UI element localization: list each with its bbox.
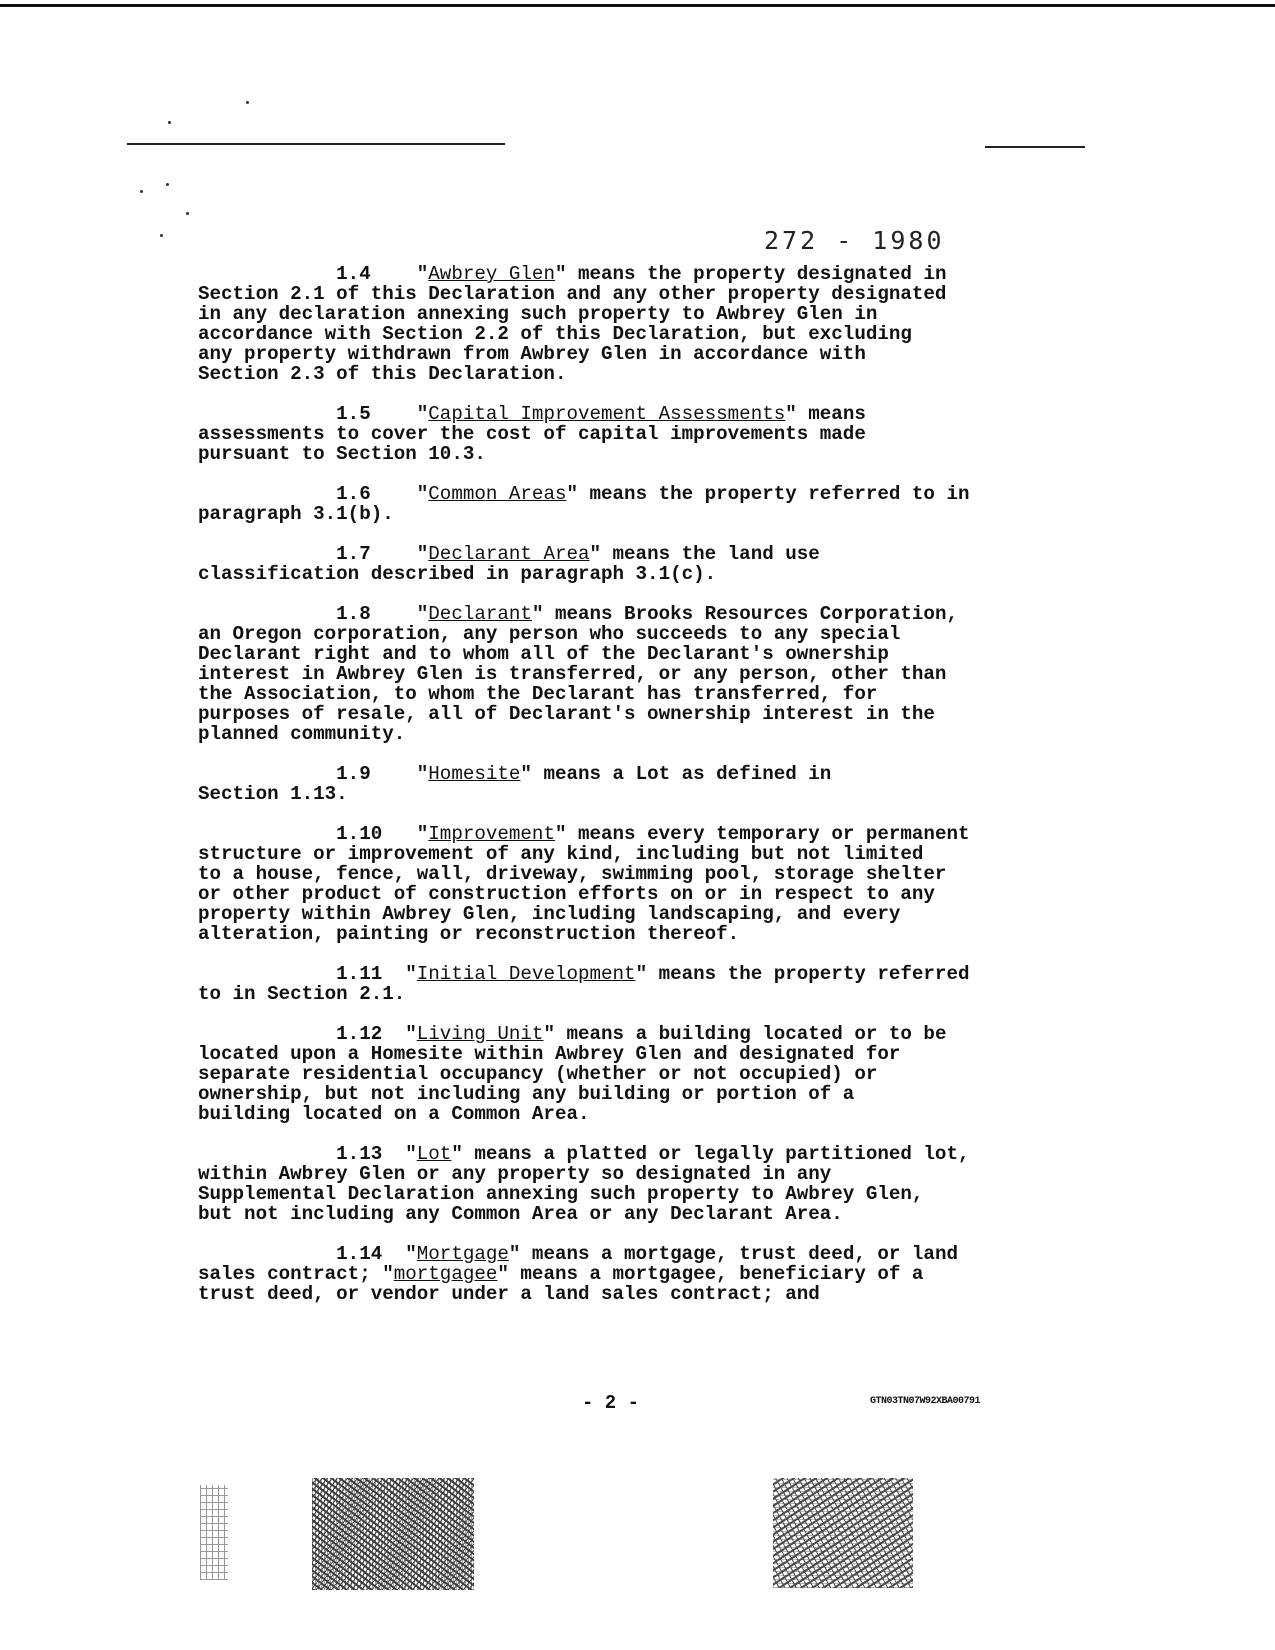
text-segment: " means a mortgage, trust deed, or land bbox=[508, 1243, 958, 1265]
text-segment: building located on a Common Area. bbox=[198, 1103, 590, 1125]
header-rule-left bbox=[127, 143, 505, 145]
text-segment: " means the property designated in bbox=[554, 263, 947, 285]
text-segment: 1.5 " bbox=[198, 403, 429, 425]
text-segment: " means a Lot as defined in bbox=[520, 763, 832, 785]
text-segment: " means the land use bbox=[589, 543, 820, 565]
defined-term: Mortgage bbox=[416, 1243, 509, 1265]
text-segment: any property withdrawn from Awbrey Glen in accordance with bbox=[198, 343, 866, 365]
text-segment: in any declaration annexing such property to Awbrey Glen in bbox=[198, 303, 878, 325]
text-segment: 1.8 " bbox=[198, 603, 429, 625]
text-segment: " means a platted or legally partitioned lot, bbox=[451, 1143, 970, 1165]
text-line bbox=[198, 284, 1018, 304]
text-segment: 1.7 " bbox=[198, 543, 429, 565]
text-line bbox=[198, 1164, 1018, 1184]
text-line bbox=[198, 424, 1018, 444]
text-line bbox=[198, 904, 1018, 924]
defined-term: Initial Development bbox=[416, 963, 636, 985]
defined-term: Awbrey Glen bbox=[428, 263, 555, 285]
text-segment: " means a building located or to be bbox=[543, 1023, 947, 1045]
defined-term: Living Unit bbox=[416, 1023, 544, 1045]
text-line bbox=[198, 724, 1018, 744]
defined-term: Capital Improvement Assessments bbox=[428, 403, 786, 425]
text-line bbox=[198, 604, 1018, 624]
text-line bbox=[198, 684, 1018, 704]
text-segment: to in Section 2.1. bbox=[198, 983, 406, 1005]
text-segment: ownership, but not including any building or portion of a bbox=[198, 1083, 855, 1105]
defined-term: Improvement bbox=[428, 823, 555, 845]
defined-term: Declarant bbox=[428, 603, 532, 625]
text-line bbox=[198, 664, 1018, 684]
text-line bbox=[198, 344, 1018, 364]
text-line bbox=[198, 824, 1018, 844]
text-segment: separate residential occupancy (whether or not occupied) or bbox=[198, 1063, 878, 1085]
text-line bbox=[198, 1044, 1018, 1064]
text-line bbox=[198, 1284, 1018, 1304]
text-segment: 1.9 " bbox=[198, 763, 429, 785]
text-line bbox=[198, 564, 1018, 584]
definition-paragraph bbox=[198, 604, 1018, 744]
text-segment: interest in Awbrey Glen is transferred, or any person, other than bbox=[198, 663, 947, 685]
scan-speck bbox=[140, 190, 143, 193]
definition-paragraph bbox=[198, 544, 1018, 584]
text-line bbox=[198, 704, 1018, 724]
scan-speck bbox=[160, 234, 163, 237]
text-line bbox=[198, 1184, 1018, 1204]
text-segment: 1.14 " bbox=[198, 1243, 417, 1265]
text-segment: paragraph 3.1(b). bbox=[198, 503, 394, 525]
text-segment: " means bbox=[785, 403, 866, 425]
text-line bbox=[198, 404, 1018, 424]
text-line bbox=[198, 304, 1018, 324]
text-segment: Supplemental Declaration annexing such property to Awbrey Glen, bbox=[198, 1183, 924, 1205]
document-body bbox=[198, 264, 1018, 1324]
definition-paragraph bbox=[198, 824, 1018, 944]
text-segment: alteration, painting or reconstruction thereof. bbox=[198, 923, 740, 945]
text-segment: " means Brooks Resources Corporation, bbox=[531, 603, 958, 625]
text-line bbox=[198, 1104, 1018, 1124]
defined-term: Lot bbox=[416, 1143, 452, 1165]
text-line bbox=[198, 264, 1018, 284]
text-segment: 1.13 " bbox=[198, 1143, 417, 1165]
defined-term: Homesite bbox=[428, 763, 521, 785]
text-segment: planned community. bbox=[198, 723, 406, 745]
text-line bbox=[198, 1244, 1018, 1264]
scan-speck bbox=[166, 183, 169, 186]
scan-speck bbox=[246, 101, 249, 104]
definition-paragraph bbox=[198, 484, 1018, 524]
text-segment: to a house, fence, wall, driveway, swimming pool, storage shelter bbox=[198, 863, 947, 885]
text-line bbox=[198, 984, 1018, 1004]
text-line bbox=[198, 864, 1018, 884]
text-line bbox=[198, 1024, 1018, 1044]
text-segment: or other product of construction efforts on or in respect to any bbox=[198, 883, 935, 905]
text-segment: Declarant right and to whom all of the Declarant's ownership bbox=[198, 643, 889, 665]
scan-artifact-left bbox=[200, 1485, 228, 1580]
text-segment: trust deed, or vendor under a land sales contract; and bbox=[198, 1283, 820, 1305]
text-segment: 1.6 " bbox=[198, 483, 429, 505]
text-segment: 1.10 " bbox=[198, 823, 429, 845]
text-segment: Section 2.3 of this Declaration. bbox=[198, 363, 567, 385]
text-segment: " means the property referred to in bbox=[566, 483, 970, 505]
text-line bbox=[198, 784, 1018, 804]
defined-term: Declarant Area bbox=[428, 543, 590, 565]
text-segment: within Awbrey Glen or any property so designated in any bbox=[198, 1163, 832, 1185]
text-segment: purposes of resale, all of Declarant's ownership interest in the bbox=[198, 703, 935, 725]
page-number: - 2 - bbox=[582, 1392, 640, 1414]
text-segment: accordance with Section 2.2 of this Declaration, but excluding bbox=[198, 323, 912, 345]
text-segment: " means a mortgagee, beneficiary of a bbox=[497, 1263, 924, 1285]
text-segment: Section 1.13. bbox=[198, 783, 348, 805]
text-segment: structure or improvement of any kind, including but not limited bbox=[198, 843, 924, 865]
text-segment: sales contract; " bbox=[198, 1263, 394, 1285]
text-line bbox=[198, 364, 1018, 384]
text-segment: Section 2.1 of this Declaration and any other property designated bbox=[198, 283, 947, 305]
text-line bbox=[198, 1084, 1018, 1104]
scan-speck bbox=[186, 212, 189, 215]
text-line bbox=[198, 764, 1018, 784]
defined-term: Common Areas bbox=[428, 483, 567, 505]
text-segment: pursuant to Section 10.3. bbox=[198, 443, 486, 465]
text-segment: but not including any Common Area or any Declarant Area. bbox=[198, 1203, 843, 1225]
definition-paragraph bbox=[198, 264, 1018, 384]
top-border-line bbox=[0, 4, 1275, 7]
text-line bbox=[198, 624, 1018, 644]
text-line bbox=[198, 444, 1018, 464]
document-code: GTN03TN07W92XBA00791 bbox=[870, 1396, 981, 1407]
text-segment: 1.11 " bbox=[198, 963, 417, 985]
header-rule-right bbox=[985, 146, 1085, 148]
text-line bbox=[198, 644, 1018, 664]
text-line bbox=[198, 484, 1018, 504]
scan-artifact-right bbox=[773, 1478, 913, 1588]
text-line bbox=[198, 964, 1018, 984]
definition-paragraph bbox=[198, 1244, 1018, 1304]
definition-paragraph bbox=[198, 764, 1018, 804]
text-segment: classification described in paragraph 3.1(c). bbox=[198, 563, 717, 585]
text-line bbox=[198, 1064, 1018, 1084]
text-line bbox=[198, 544, 1018, 564]
text-line bbox=[198, 324, 1018, 344]
text-line bbox=[198, 844, 1018, 864]
text-line bbox=[198, 1144, 1018, 1164]
text-segment: 1.4 " bbox=[198, 263, 429, 285]
text-line bbox=[198, 1204, 1018, 1224]
defined-term: mortgagee bbox=[393, 1263, 498, 1285]
text-segment: " means every temporary or permanent bbox=[554, 823, 970, 845]
text-line bbox=[198, 504, 1018, 524]
definition-paragraph bbox=[198, 1144, 1018, 1224]
recording-stamp: 272 - 1980 bbox=[764, 226, 945, 255]
text-segment: an Oregon corporation, any person who succeeds to any special bbox=[198, 623, 901, 645]
text-line bbox=[198, 884, 1018, 904]
scan-speck bbox=[168, 121, 171, 124]
text-segment: 1.12 " bbox=[198, 1023, 417, 1045]
definition-paragraph bbox=[198, 404, 1018, 464]
text-segment: located upon a Homesite within Awbrey Glen and designated for bbox=[198, 1043, 901, 1065]
text-segment: property within Awbrey Glen, including landscaping, and every bbox=[198, 903, 901, 925]
definition-paragraph bbox=[198, 1024, 1018, 1124]
text-segment: " means the property referred bbox=[635, 963, 970, 985]
text-line bbox=[198, 924, 1018, 944]
text-segment: assessments to cover the cost of capital improvements made bbox=[198, 423, 866, 445]
text-line bbox=[198, 1264, 1018, 1284]
definition-paragraph bbox=[198, 964, 1018, 1004]
text-segment: the Association, to whom the Declarant has transferred, for bbox=[198, 683, 878, 705]
scan-artifact-center bbox=[312, 1478, 474, 1590]
